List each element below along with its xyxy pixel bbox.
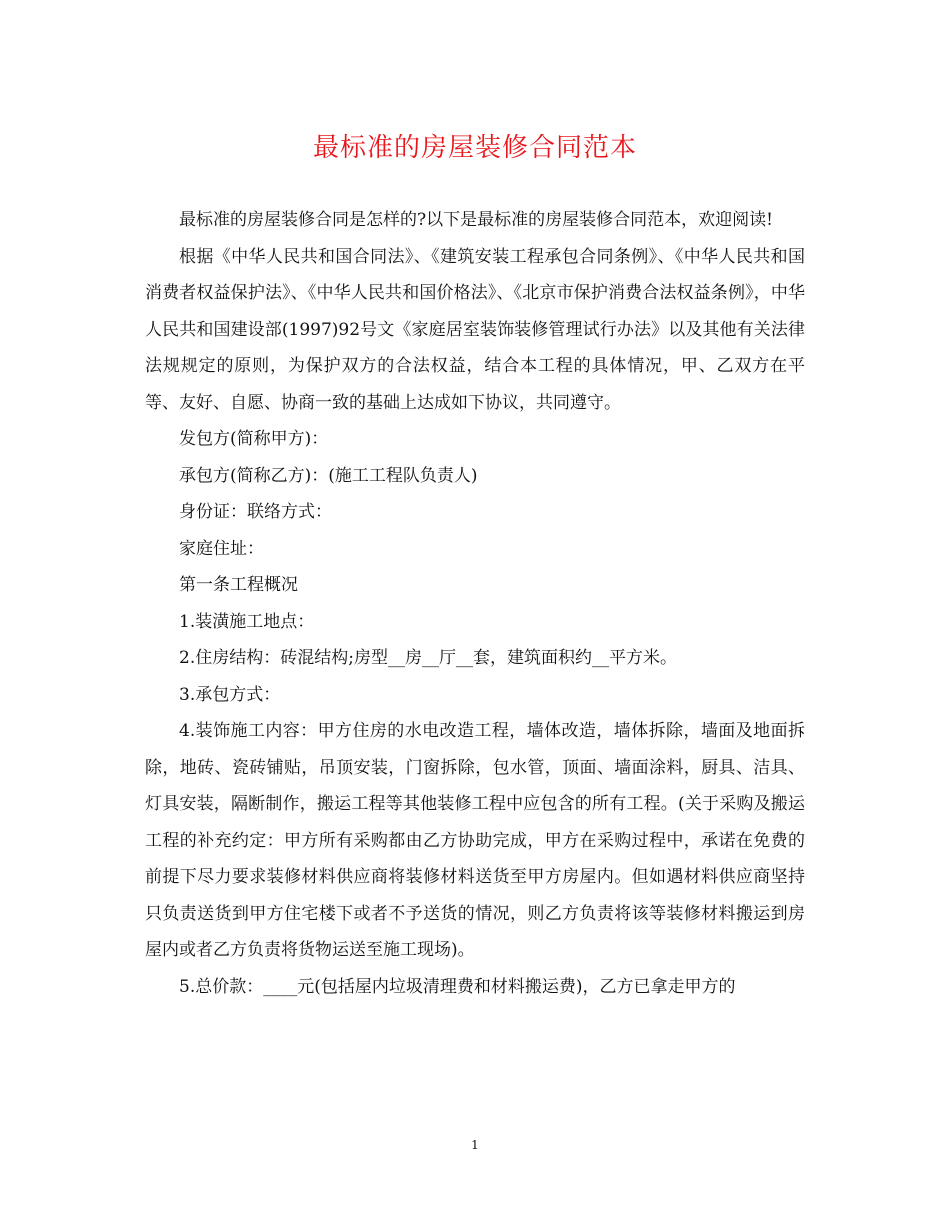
paragraph-party-a: 发包方(简称甲方)： [179, 429, 329, 449]
paragraph-item-4: 4.装饰施工内容：甲方住房的水电改造工程，墙体改造，墙体拆除，墙面及地面拆除，地砖、瓷砖铺贴，吊顶安装，门窗拆除，包水管，顶面、墙面涂料，厨具、洁具、灯具安装，隔断制作，搬运工程等其他装修工程中应包含的所有工程。(关于采购及搬运工程的补充约定：甲方所有采购都由乙方协助完成，甲方在采购过程中，承诺在免费的前提下尽力要求装修材料供应商将装修材料送货至甲方房屋内。但如遇材料供应商坚持只负责送货到甲方住宅楼下或者不予送货的情况，则乙方负责将该等装修材料搬运到房屋内或者乙方负责将货物运送至施工现场)。 [145, 721, 805, 960]
paragraph-party-b: 承包方(简称乙方)：(施工工程队负责人) [179, 465, 478, 486]
paragraph-item-3: 3.承包方式： [179, 684, 281, 705]
paragraph-address: 家庭住址： [179, 538, 264, 559]
paragraph-legal-basis: 根据《中华人民共和国合同法》、《建筑安装工程承包合同条例》、《中华人民共和国消费者权益保护法》、《中华人民共和国价格法》、《北京市保护消费合法权益条例》，中华人民共和国建设部(1997)92号文《家庭居室装饰装修管理试行办法》以及其他有关法律法规规定的原则，为保护双方的合法权益，结合本工程的具体情况，甲、乙双方在平等、友好、自愿、协商一致的基础上达成如下协议，共同遵守。 [145, 246, 805, 413]
paragraph-id-contact: 身份证：联络方式： [179, 502, 332, 522]
paragraph-article-one: 第一条工程概况 [179, 575, 298, 595]
document-title: 最标准的房屋装修合同范本 [312, 133, 637, 163]
paragraph-item-1: 1.装潢施工地点： [179, 611, 315, 632]
paragraph-intro: 最标准的房屋装修合同是怎样的?以下是最标准的房屋装修合同范本，欢迎阅读! [179, 210, 773, 230]
paragraph-item-2: 2.住房结构：砖混结构;房型__房__厅__套，建筑面积约__平方米。 [179, 648, 677, 668]
paragraph-item-5: 5.总价款：____元(包括屋内垃圾清理费和材料搬运费)，乙方已拿走甲方的 [179, 976, 736, 997]
document-body [145, 202, 805, 1005]
page-number: 1 [471, 1138, 479, 1152]
